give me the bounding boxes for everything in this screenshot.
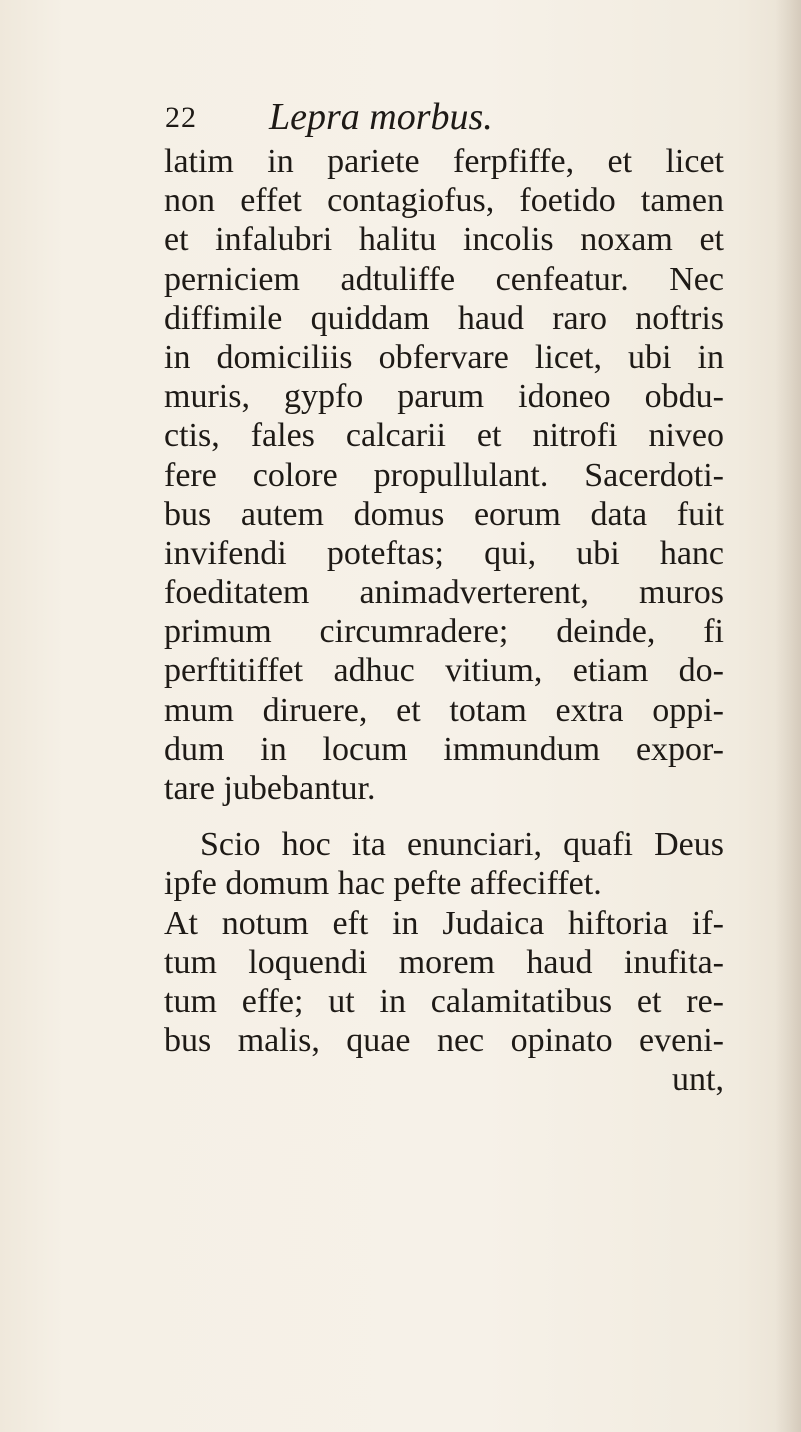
running-title: Lepra morbus. [269, 96, 493, 138]
text-line: fere colore propullulant. Sacerdoti- [164, 456, 724, 494]
page-header [165, 95, 685, 145]
text-line: bus autem domus eorum data fuit [164, 495, 724, 533]
text-line: primum circumradere; deinde, fi [164, 613, 724, 651]
text-line: ctis, fales calcarii et nitrofi niveo [164, 417, 724, 455]
text-line: perftitiffet adhuc vitium, etiam do- [164, 652, 724, 690]
text-line: Scio hoc ita enunciari, quafi Deus [200, 826, 724, 864]
text-line: muris, gypfo parum idoneo obdu- [164, 378, 724, 416]
text-line: diffimile quiddam haud raro noftris [164, 299, 724, 337]
text-line: ipfe domum hac pefte affeciffet. [164, 865, 602, 903]
text-line: tum loquendi morem haud inufita- [164, 943, 724, 981]
text-line: tare jubebantur. [164, 770, 376, 807]
body-text [164, 142, 724, 1100]
text-line: in domiciliis obfervare licet, ubi in [164, 338, 724, 376]
text-line: tum effe; ut in calamitatibus et re- [164, 982, 724, 1020]
text-line: latim in pariete ferpfiffe, et licet [164, 143, 724, 180]
text-line: bus malis, quae nec opinato eveni- [164, 1022, 724, 1060]
paragraph-gap [164, 808, 724, 825]
text-line: foeditatem animadverterent, muros [164, 574, 724, 612]
catchword: unt, [672, 1061, 724, 1099]
text-line: non effet contagiofus, foetido tamen [164, 182, 724, 220]
page-number: 22 [165, 101, 197, 134]
text-line: At notum eft in Judaica hiftoria if- [164, 904, 724, 942]
text-line: et infalubri halitu incolis noxam et [164, 221, 724, 259]
page-edge-shadow [775, 0, 801, 1432]
text-line: dum in locum immundum expor- [164, 730, 724, 768]
text-line: mum diruere, et totam extra oppi- [164, 691, 724, 729]
text-line: invifendi poteftas; qui, ubi hanc [164, 534, 724, 572]
text-line: perniciem adtuliffe cenfeatur. Nec [164, 260, 724, 298]
